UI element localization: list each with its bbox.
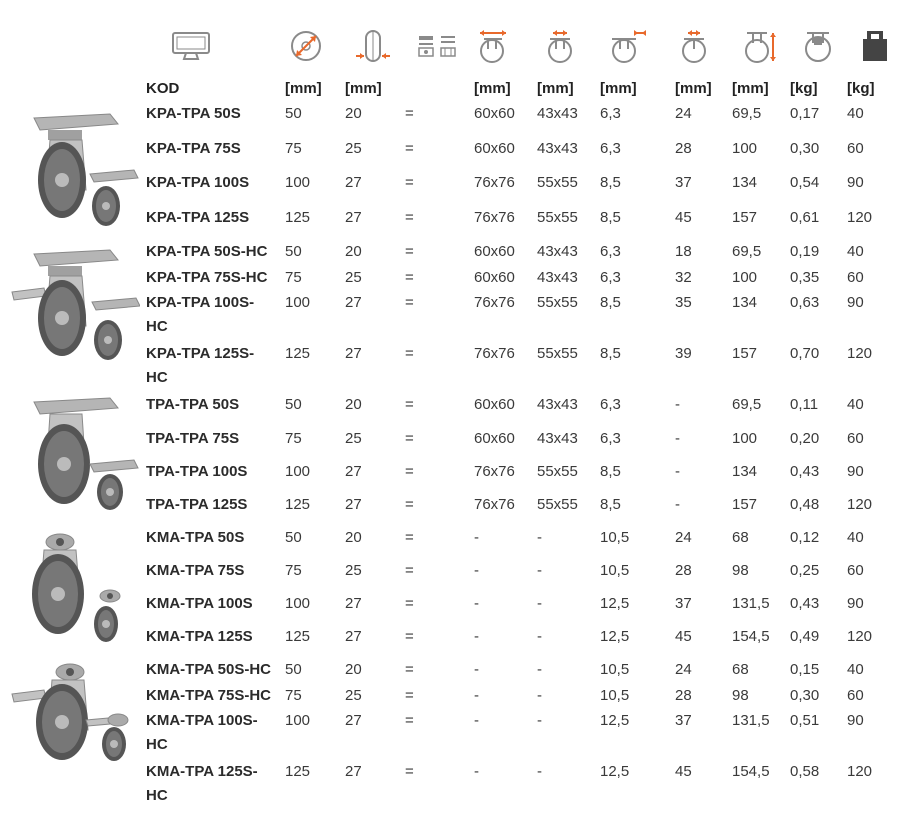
cell-weight: 0,35 bbox=[790, 269, 820, 286]
cell-offset: - bbox=[675, 430, 680, 447]
cell-diameter: 125 bbox=[285, 628, 311, 645]
cell-bearing: = bbox=[405, 396, 414, 413]
cell-weight: 0,15 bbox=[790, 661, 820, 678]
cell-diameter: 125 bbox=[285, 209, 311, 226]
product-image-bolt-hole-brake bbox=[10, 660, 140, 774]
cell-offset: 37 bbox=[675, 174, 692, 191]
cell-diameter: 50 bbox=[285, 529, 302, 546]
load-capacity-icon bbox=[858, 26, 892, 66]
cell-bolt-spacing: 55x55 bbox=[537, 209, 578, 226]
cell-offset: 28 bbox=[675, 562, 692, 579]
col-header-code: KOD bbox=[146, 80, 180, 97]
cell-diameter: 50 bbox=[285, 105, 302, 122]
cell-offset: 37 bbox=[675, 712, 692, 729]
cell-bolt-spacing: 43x43 bbox=[537, 396, 578, 413]
cell-width: 27 bbox=[345, 595, 362, 612]
cell-height: 100 bbox=[732, 430, 758, 447]
cell-weight: 0,11 bbox=[790, 396, 819, 413]
cell-code: KPA-TPA 75S-HC bbox=[146, 269, 268, 286]
cell-weight: 0,58 bbox=[790, 763, 820, 780]
cell-plate: 76x76 bbox=[474, 294, 515, 311]
cell-bolt-hole: 8,5 bbox=[600, 209, 621, 226]
cell-weight: 0,25 bbox=[790, 562, 820, 579]
cell-load: 120 bbox=[847, 763, 873, 780]
cell-bolt-spacing: 55x55 bbox=[537, 294, 578, 311]
cell-bolt-hole: 10,5 bbox=[600, 687, 630, 704]
col-header-weight: [kg] bbox=[790, 80, 818, 97]
cell-diameter: 75 bbox=[285, 687, 302, 704]
cell-bolt-spacing: - bbox=[537, 763, 542, 780]
cell-code: KPA-TPA 50S bbox=[146, 105, 241, 122]
cell-offset: - bbox=[675, 496, 680, 513]
cell-offset: 45 bbox=[675, 209, 692, 226]
cell-bearing: = bbox=[405, 628, 414, 645]
cell-weight: 0,54 bbox=[790, 174, 820, 191]
cell-width: 27 bbox=[345, 209, 362, 226]
cell-weight: 0,30 bbox=[790, 687, 820, 704]
cell-bearing: = bbox=[405, 345, 414, 362]
overall-height-icon bbox=[740, 26, 780, 66]
cell-offset: 24 bbox=[675, 661, 692, 678]
cell-bolt-spacing: 43x43 bbox=[537, 243, 578, 260]
cell-bolt-spacing: - bbox=[537, 595, 542, 612]
col-header-load: [kg] bbox=[847, 80, 875, 97]
cell-bearing: = bbox=[405, 140, 414, 157]
cell-width: 25 bbox=[345, 430, 362, 447]
cell-code: KMA-TPA 125S bbox=[146, 628, 253, 645]
cell-weight: 0,51 bbox=[790, 712, 820, 729]
cell-bolt-spacing: - bbox=[537, 529, 542, 546]
cell-weight: 0,70 bbox=[790, 345, 820, 362]
cell-height: 100 bbox=[732, 140, 758, 157]
cell-load: 90 bbox=[847, 463, 864, 480]
cell-height: 98 bbox=[732, 687, 749, 704]
cell-load: 40 bbox=[847, 396, 864, 413]
cell-diameter: 50 bbox=[285, 661, 302, 678]
cell-code: KPA-TPA 100S bbox=[146, 174, 250, 191]
cell-height: 154,5 bbox=[732, 628, 770, 645]
cell-offset: - bbox=[675, 463, 680, 480]
cell-weight: 0,49 bbox=[790, 628, 820, 645]
cell-diameter: 75 bbox=[285, 269, 302, 286]
cell-diameter: 100 bbox=[285, 294, 311, 311]
cell-width: 27 bbox=[345, 628, 362, 645]
col-header-height: [mm] bbox=[732, 80, 769, 97]
product-image-swivel-plate-brake bbox=[10, 240, 140, 374]
cell-width: 27 bbox=[345, 496, 362, 513]
cell-bolt-hole: 10,5 bbox=[600, 562, 630, 579]
cell-bolt-spacing: - bbox=[537, 628, 542, 645]
cell-plate: 76x76 bbox=[474, 174, 515, 191]
cell-width: 27 bbox=[345, 763, 362, 780]
cell-width: 20 bbox=[345, 661, 362, 678]
cell-bolt-hole: 12,5 bbox=[600, 628, 630, 645]
wheel-width-icon bbox=[353, 26, 393, 66]
cell-bolt-hole: 8,5 bbox=[600, 463, 621, 480]
cell-bearing: = bbox=[405, 463, 414, 480]
cell-plate: 76x76 bbox=[474, 496, 515, 513]
cell-height: 154,5 bbox=[732, 763, 770, 780]
cell-load: 120 bbox=[847, 345, 873, 362]
cell-offset: 37 bbox=[675, 595, 692, 612]
cell-code: TPA-TPA 50S bbox=[146, 396, 240, 413]
cell-load: 40 bbox=[847, 105, 864, 122]
cell-bolt-hole: 6,3 bbox=[600, 140, 621, 157]
cell-weight: 0,30 bbox=[790, 140, 820, 157]
cell-diameter: 50 bbox=[285, 243, 302, 260]
cell-offset: 24 bbox=[675, 529, 692, 546]
cell-diameter: 75 bbox=[285, 140, 302, 157]
cell-height: 157 bbox=[732, 209, 758, 226]
cell-code: KPA-TPA 50S-HC bbox=[146, 243, 268, 260]
cell-plate: - bbox=[474, 595, 479, 612]
cell-code: KPA-TPA 75S bbox=[146, 140, 241, 157]
plate-size-icon bbox=[472, 26, 514, 66]
cell-height: 157 bbox=[732, 345, 758, 362]
cell-height: 134 bbox=[732, 463, 758, 480]
cell-plate: 60x60 bbox=[474, 396, 515, 413]
cell-load: 90 bbox=[847, 712, 864, 729]
cell-bearing: = bbox=[405, 763, 414, 780]
cell-code: KMA-TPA 75S bbox=[146, 562, 245, 579]
cell-bearing: = bbox=[405, 294, 414, 311]
cell-load: 120 bbox=[847, 209, 873, 226]
cell-height: 68 bbox=[732, 661, 749, 678]
cell-width: 27 bbox=[345, 712, 362, 729]
cell-weight: 0,43 bbox=[790, 595, 820, 612]
col-header-bolt-spacing: [mm] bbox=[537, 80, 574, 97]
col-header-bolt-hole: [mm] bbox=[600, 80, 637, 97]
cell-code: TPA-TPA 125S bbox=[146, 496, 248, 513]
cell-plate: 76x76 bbox=[474, 463, 515, 480]
cell-bolt-hole: 10,5 bbox=[600, 529, 630, 546]
cell-plate: - bbox=[474, 763, 479, 780]
cell-code: KPA-TPA 125S bbox=[146, 209, 250, 226]
cell-offset: 39 bbox=[675, 345, 692, 362]
cell-width: 25 bbox=[345, 562, 362, 579]
cell-plate: 60x60 bbox=[474, 269, 515, 286]
col-header-offset: [mm] bbox=[675, 80, 712, 97]
cell-bearing: = bbox=[405, 687, 414, 704]
cell-bolt-hole: 8,5 bbox=[600, 496, 621, 513]
cell-height: 69,5 bbox=[732, 105, 762, 122]
cell-width: 27 bbox=[345, 294, 362, 311]
cell-load: 60 bbox=[847, 140, 864, 157]
cell-height: 131,5 bbox=[732, 595, 770, 612]
cell-bearing: = bbox=[405, 496, 414, 513]
cell-offset: 28 bbox=[675, 687, 692, 704]
cell-diameter: 125 bbox=[285, 496, 311, 513]
cell-height: 69,5 bbox=[732, 243, 762, 260]
cell-width: 25 bbox=[345, 269, 362, 286]
cell-code: KMA-TPA 50S-HC bbox=[146, 661, 272, 678]
cell-bearing: = bbox=[405, 712, 414, 729]
product-image-fixed-plate bbox=[10, 394, 140, 518]
cell-plate: - bbox=[474, 661, 479, 678]
cell-bolt-hole: 12,5 bbox=[600, 763, 630, 780]
cell-bearing: = bbox=[405, 430, 414, 447]
cell-bolt-hole: 6,3 bbox=[600, 269, 621, 286]
cell-plate: 76x76 bbox=[474, 209, 515, 226]
cell-plate: - bbox=[474, 712, 479, 729]
cell-width: 20 bbox=[345, 243, 362, 260]
cell-diameter: 75 bbox=[285, 430, 302, 447]
cell-height: 157 bbox=[732, 496, 758, 513]
cell-load: 120 bbox=[847, 496, 873, 513]
cell-weight: 0,12 bbox=[790, 529, 820, 546]
cell-height: 69,5 bbox=[732, 396, 762, 413]
wheel-diameter-icon bbox=[286, 26, 326, 66]
monitor-icon bbox=[168, 26, 214, 66]
cell-bolt-hole: 6,3 bbox=[600, 243, 621, 260]
cell-diameter: 125 bbox=[285, 345, 311, 362]
cell-bolt-hole: 8,5 bbox=[600, 345, 621, 362]
cell-bolt-spacing: 43x43 bbox=[537, 105, 578, 122]
cell-bolt-hole: 12,5 bbox=[600, 712, 630, 729]
cell-load: 40 bbox=[847, 529, 864, 546]
cell-height: 134 bbox=[732, 294, 758, 311]
cell-bolt-hole: 12,5 bbox=[600, 595, 630, 612]
cell-code: TPA-TPA 100S bbox=[146, 463, 248, 480]
cell-bolt-spacing: 55x55 bbox=[537, 174, 578, 191]
cell-code: KMA-TPA 75S-HC bbox=[146, 687, 272, 704]
cell-plate: 60x60 bbox=[474, 140, 515, 157]
cell-bearing: = bbox=[405, 562, 414, 579]
cell-offset: 35 bbox=[675, 294, 692, 311]
cell-load: 40 bbox=[847, 243, 864, 260]
cell-width: 20 bbox=[345, 396, 362, 413]
cell-height: 131,5 bbox=[732, 712, 770, 729]
cell-width: 27 bbox=[345, 463, 362, 480]
cell-code: TPA-TPA 75S bbox=[146, 430, 240, 447]
cell-width: 20 bbox=[345, 529, 362, 546]
cell-plate: - bbox=[474, 628, 479, 645]
cell-width: 25 bbox=[345, 140, 362, 157]
cell-bolt-hole: 6,3 bbox=[600, 105, 621, 122]
cell-bolt-spacing: 55x55 bbox=[537, 496, 578, 513]
cell-load: 90 bbox=[847, 294, 864, 311]
cell-bolt-hole: 6,3 bbox=[600, 396, 621, 413]
cell-plate: - bbox=[474, 562, 479, 579]
cell-bolt-spacing: 55x55 bbox=[537, 345, 578, 362]
cell-diameter: 100 bbox=[285, 463, 311, 480]
cell-height: 134 bbox=[732, 174, 758, 191]
bolt-hole-icon bbox=[604, 26, 652, 66]
cell-width: 20 bbox=[345, 105, 362, 122]
cell-plate: - bbox=[474, 529, 479, 546]
cell-width: 25 bbox=[345, 687, 362, 704]
cell-load: 90 bbox=[847, 595, 864, 612]
cell-offset: 28 bbox=[675, 140, 692, 157]
cell-diameter: 125 bbox=[285, 763, 311, 780]
col-header-width: [mm] bbox=[345, 80, 382, 97]
product-image-swivel-plate bbox=[10, 100, 140, 234]
bolt-spacing-icon bbox=[540, 26, 582, 66]
col-header-diameter: [mm] bbox=[285, 80, 322, 97]
cell-load: 90 bbox=[847, 174, 864, 191]
cell-plate: 60x60 bbox=[474, 243, 515, 260]
cell-offset: 45 bbox=[675, 763, 692, 780]
cell-weight: 0,43 bbox=[790, 463, 820, 480]
cell-weight: 0,19 bbox=[790, 243, 820, 260]
cell-diameter: 75 bbox=[285, 562, 302, 579]
cell-bearing: = bbox=[405, 174, 414, 191]
product-image-bolt-hole bbox=[10, 530, 140, 654]
cell-bolt-spacing: 43x43 bbox=[537, 430, 578, 447]
cell-bearing: = bbox=[405, 209, 414, 226]
cell-plate: 76x76 bbox=[474, 345, 515, 362]
cell-bearing: = bbox=[405, 105, 414, 122]
cell-bolt-spacing: 55x55 bbox=[537, 463, 578, 480]
cell-bolt-spacing: 43x43 bbox=[537, 140, 578, 157]
cell-code: KMA-TPA 100S-​HC bbox=[146, 712, 258, 753]
cell-bolt-spacing: - bbox=[537, 687, 542, 704]
cell-height: 68 bbox=[732, 529, 749, 546]
cell-height: 98 bbox=[732, 562, 749, 579]
cell-diameter: 100 bbox=[285, 174, 311, 191]
cell-plate: 60x60 bbox=[474, 430, 515, 447]
weight-icon bbox=[800, 26, 836, 66]
cell-bolt-spacing: - bbox=[537, 562, 542, 579]
cell-diameter: 100 bbox=[285, 595, 311, 612]
cell-bearing: = bbox=[405, 269, 414, 286]
cell-offset: 24 bbox=[675, 105, 692, 122]
cell-weight: 0,17 bbox=[790, 105, 820, 122]
cell-load: 60 bbox=[847, 687, 864, 704]
cell-code: KMA-TPA 100S bbox=[146, 595, 253, 612]
cell-load: 60 bbox=[847, 430, 864, 447]
cell-bearing: = bbox=[405, 595, 414, 612]
cell-offset: 45 bbox=[675, 628, 692, 645]
bearing-type-icon bbox=[414, 26, 460, 66]
cell-diameter: 100 bbox=[285, 712, 311, 729]
cell-bolt-hole: 6,3 bbox=[600, 430, 621, 447]
cell-weight: 0,48 bbox=[790, 496, 820, 513]
cell-code: KPA-TPA 100S-​HC bbox=[146, 294, 255, 335]
cell-code: KMA-TPA 50S bbox=[146, 529, 245, 546]
cell-plate: - bbox=[474, 687, 479, 704]
cell-bearing: = bbox=[405, 243, 414, 260]
cell-weight: 0,61 bbox=[790, 209, 820, 226]
cell-width: 27 bbox=[345, 345, 362, 362]
cell-diameter: 50 bbox=[285, 396, 302, 413]
cell-offset: - bbox=[675, 396, 680, 413]
cell-bolt-hole: 10,5 bbox=[600, 661, 630, 678]
cell-load: 120 bbox=[847, 628, 873, 645]
cell-load: 40 bbox=[847, 661, 864, 678]
cell-offset: 18 bbox=[675, 243, 692, 260]
offset-icon bbox=[674, 26, 714, 66]
cell-bearing: = bbox=[405, 529, 414, 546]
cell-bolt-hole: 8,5 bbox=[600, 294, 621, 311]
cell-offset: 32 bbox=[675, 269, 692, 286]
cell-load: 60 bbox=[847, 269, 864, 286]
cell-bearing: = bbox=[405, 661, 414, 678]
cell-load: 60 bbox=[847, 562, 864, 579]
cell-bolt-spacing: 43x43 bbox=[537, 269, 578, 286]
cell-width: 27 bbox=[345, 174, 362, 191]
cell-code: KMA-TPA 125S-​HC bbox=[146, 763, 258, 804]
col-header-plate: [mm] bbox=[474, 80, 511, 97]
cell-bolt-spacing: - bbox=[537, 661, 542, 678]
cell-weight: 0,63 bbox=[790, 294, 820, 311]
cell-bolt-hole: 8,5 bbox=[600, 174, 621, 191]
cell-height: 100 bbox=[732, 269, 758, 286]
cell-bolt-spacing: - bbox=[537, 712, 542, 729]
cell-weight: 0,20 bbox=[790, 430, 820, 447]
cell-plate: 60x60 bbox=[474, 105, 515, 122]
cell-code: KPA-TPA 125S-​HC bbox=[146, 345, 255, 386]
